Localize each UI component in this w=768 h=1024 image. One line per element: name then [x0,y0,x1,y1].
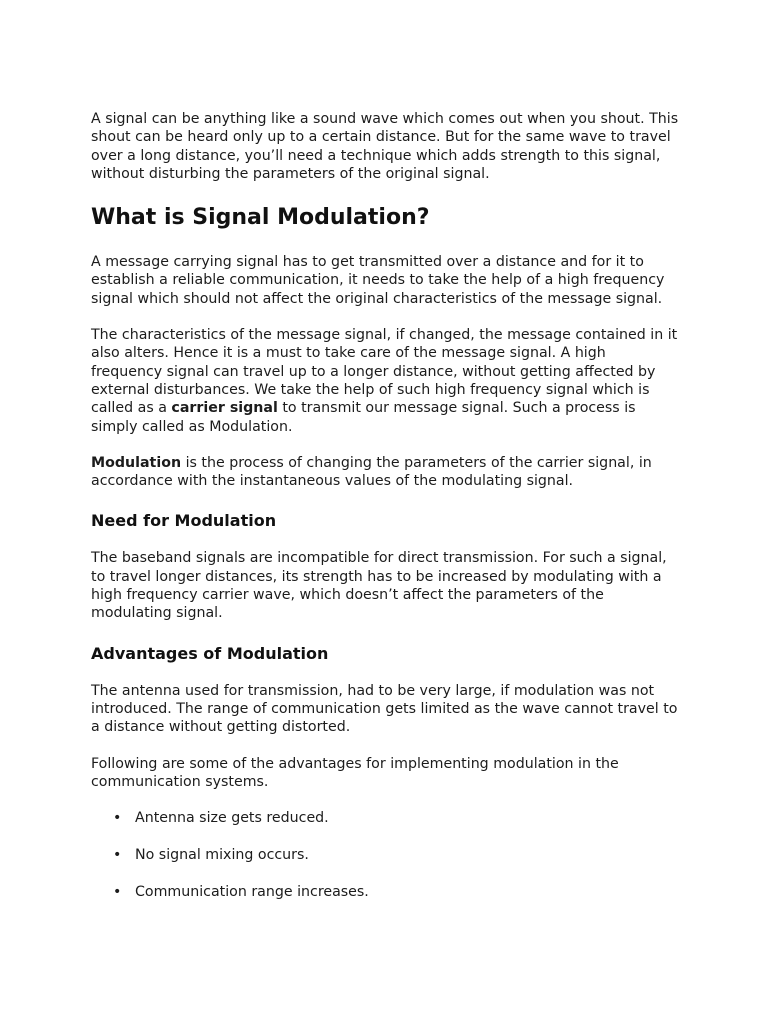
list-item-text: Antenna size gets reduced. [135,810,329,827]
list-item [91,809,681,827]
list-item-text: Communication range increases. [135,884,369,901]
paragraph-advantages-intro: Following are some of the advantages for implementing modulation in the communication systems. [91,755,619,790]
section-heading-advantages: Advantages of Modulation [91,643,329,663]
section-heading-need-for-modulation: Need for Modulation [91,511,277,531]
intro-paragraph: A signal can be anything like a sound wave which comes out when you shout. This shout can be heard only up to a certain distance. But for the same wave to travel over a long distance, you’ll need a technique which adds strength to this signal, without disturbing the parameters of the original signal. [91,111,679,182]
paragraph-baseband-signals: The baseband signals are incompatible for direct transmission. For such a signal, to travel longer distances, its strength has to be increased by modulating with a high frequency carrier wave, which doesn’t affect the parameters of the modulating signal. [91,550,667,622]
list-item [91,883,681,901]
bold-term-modulation: Modulation [91,454,182,471]
advantages-list [91,809,681,901]
bullet-icon: • [113,884,122,901]
text-run: The characteristics of the message signal, if changed, the message contained in it also alters. Hence it is a must to take care of the message signal. A high frequency signal can travel up to a longer distance, without getting affected by external disturbances. We take the help of such high frequency signal which is called as a [91,327,678,417]
list-item [91,846,681,864]
paragraph-modulation-definition [91,454,681,491]
bold-term-carrier-signal: carrier signal [171,400,278,417]
bullet-icon: • [113,810,122,827]
paragraph-carrier-signal [91,326,681,436]
text-run: is the process of changing the parameters of the carrier signal, in accordance with the instantaneous values of the modulating signal. [91,454,652,490]
paragraph-antenna: The antenna used for transmission, had to be very large, if modulation was not introduced. The range of communication gets limited as the wave cannot travel to a distance without getting distorted. [91,682,678,736]
bullet-icon: • [113,847,122,864]
list-item-text: No signal mixing occurs. [135,847,309,864]
document-page [91,110,681,920]
paragraph-message-signal: A message carrying signal has to get transmitted over a distance and for it to establish a reliable communication, it needs to take the help of a high frequency signal which should not affect the original characteristics of the message signal. [91,254,665,307]
section-heading-signal-modulation: What is Signal Modulation? [91,205,430,231]
text-run: to transmit our message signal. Such a process is simply called as Modulation. [91,400,636,435]
